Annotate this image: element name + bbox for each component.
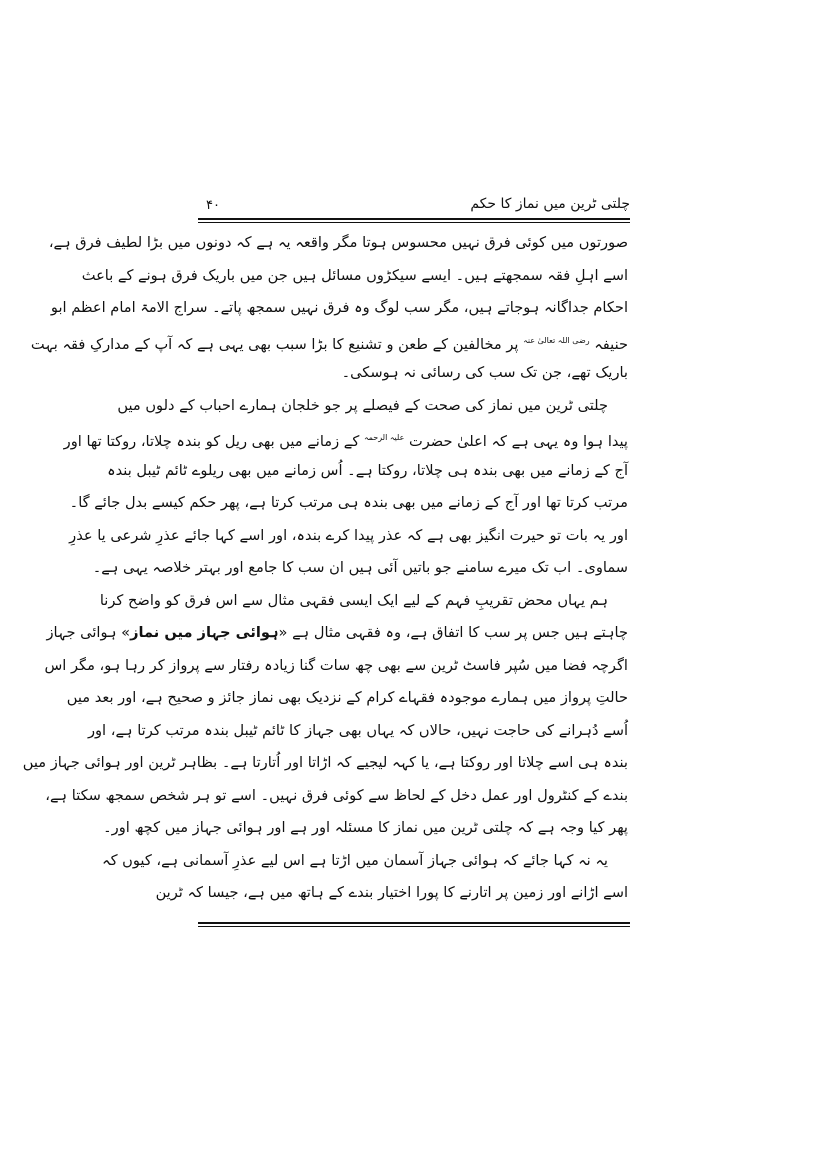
honorific-mark: رضی اللہ تعالیٰ عنہ — [523, 335, 590, 345]
text-segment: کے زمانے میں بھی ریل کو بندہ چلاتا، روکتا تھا اور — [63, 432, 360, 450]
page-body — [22, 229, 628, 912]
footer-rule — [198, 922, 630, 927]
text-line: آج کے زمانے میں بھی بندہ ہی چلاتا، روکتا ہے۔ اُس زمانے میں بھی ریلوے ٹائم ٹیبل بندہ — [107, 461, 628, 479]
text-segment: پر مخالفین کے طعن و تشنیع کا بڑا سبب بھی یہی ہے کہ آپ کے مدارکِ فقہ بہت — [30, 335, 519, 353]
text-segment: پیدا ہوا وہ یہی ہے کہ اعلیٰ حضرت — [409, 432, 628, 450]
text-line: اسے اہلِ فقہ سمجھتے ہیں۔ ایسے سیکڑوں مسائل ہیں جن میں باریک فرق ہونے کے باعث — [81, 266, 628, 284]
text-line: چلتی ٹرین میں نماز کی صحت کے فیصلے پر جو خلجان ہمارے احباب کے دلوں میں — [117, 396, 608, 414]
text-line — [46, 619, 628, 652]
text-line — [30, 327, 628, 360]
text-line: باریک تھے، جن تک سب کی رسائی نہ ہوسکی۔ — [341, 364, 628, 381]
text-line: اور یہ بات تو حیرت انگیز بھی ہے کہ عذر پیدا کرے بندہ، اور اسے کہا جائے عذرِ شرعی یا عذرِ — [69, 526, 628, 544]
text-line: یہ نہ کہا جائے کہ ہوائی جہاز آسمان میں اڑتا ہے اس لیے عذرِ آسمانی ہے، کیوں کہ — [102, 851, 608, 869]
text-segment: » ہوائی جہاز — [46, 624, 131, 641]
text-line: بندہ ہی اسے چلاتا اور روکتا ہے، یا کہہ لیجیے کہ اڑاتا اور اُتارتا ہے۔ بظاہر ٹرین اور ہوائی جہاز میں — [22, 754, 628, 771]
text-line: حالتِ پرواز میں ہمارے موجودہ فقہاے کرام کے نزدیک بھی نماز جائز و صحیح ہے، اور بعد میں — [66, 689, 628, 706]
text-line: مرتب کرتا تھا اور آج کے زمانے میں بھی بندہ ہی مرتب کرتا ہے، پھر حکم کیسے بدل جائے گا۔ — [69, 494, 628, 511]
page-number: ۴۰ — [206, 198, 220, 213]
text-line: احکام جداگانہ ہوجاتے ہیں، مگر سب لوگ وہ فرق نہیں سمجھ پاتے۔ سراج الامۃ امام اعظم ابو — [50, 299, 628, 316]
text-line: اُسے دُہرانے کی حاجت نہیں، حالاں کہ یہاں بھی جہاز کا ٹائم ٹیبل بندہ مرتب کرتا ہے، اور — [87, 721, 628, 739]
text-segment: چاہتے ہیں جس پر سب کا اتفاق ہے، وہ فقہی مثال ہے « — [278, 624, 628, 641]
text-segment: حنیفہ — [594, 335, 628, 353]
text-line: بندے کے کنٹرول اور عمل دخل کے لحاظ سے کوئی فرق نہیں۔ اسے تو ہر شخص سمجھ سکتا ہے، — [45, 786, 628, 804]
text-line: اسے اڑانے اور زمین پر اتارنے کا پورا اختیار بندے کے ہاتھ میں ہے، جیسا کہ ٹرین — [155, 884, 628, 901]
text-line: اگرچہ فضا میں سُپر فاسٹ ٹرین سے بھی چھ سات گنا زیادہ رفتار سے پرواز کر رہا ہو، مگر اس — [44, 656, 628, 674]
text-line: ہم یہاں محض تقریبِ فہم کے لیے ایک ایسی فقہی مثال سے اس فرق کو واضح کرنا — [99, 591, 608, 609]
header-rule — [198, 218, 630, 223]
running-header — [198, 196, 630, 216]
text-line: صورتوں میں کوئی فرق نہیں محسوس ہوتا مگر واقعہ یہ ہے کہ دونوں میں بڑا لطیف فرق ہے، — [48, 234, 628, 251]
bold-phrase: ہوائی جہاز میں نماز — [130, 624, 279, 641]
text-line: سماوی۔ اب تک میرے سامنے جو باتیں آئی ہیں ان سب کا جامع اور بہتر خلاصہ یہی ہے۔ — [92, 559, 628, 576]
text-line: پھر کیا وجہ ہے کہ چلتی ٹرین میں نماز کا مسئلہ اور ہے اور ہوائی جہاز میں کچھ اور۔ — [103, 819, 628, 836]
honorific-mark: علیہ الرحمہ — [363, 433, 405, 442]
running-title: چلتی ٹرین میں نماز کا حکم — [470, 196, 630, 212]
text-line — [63, 424, 628, 457]
